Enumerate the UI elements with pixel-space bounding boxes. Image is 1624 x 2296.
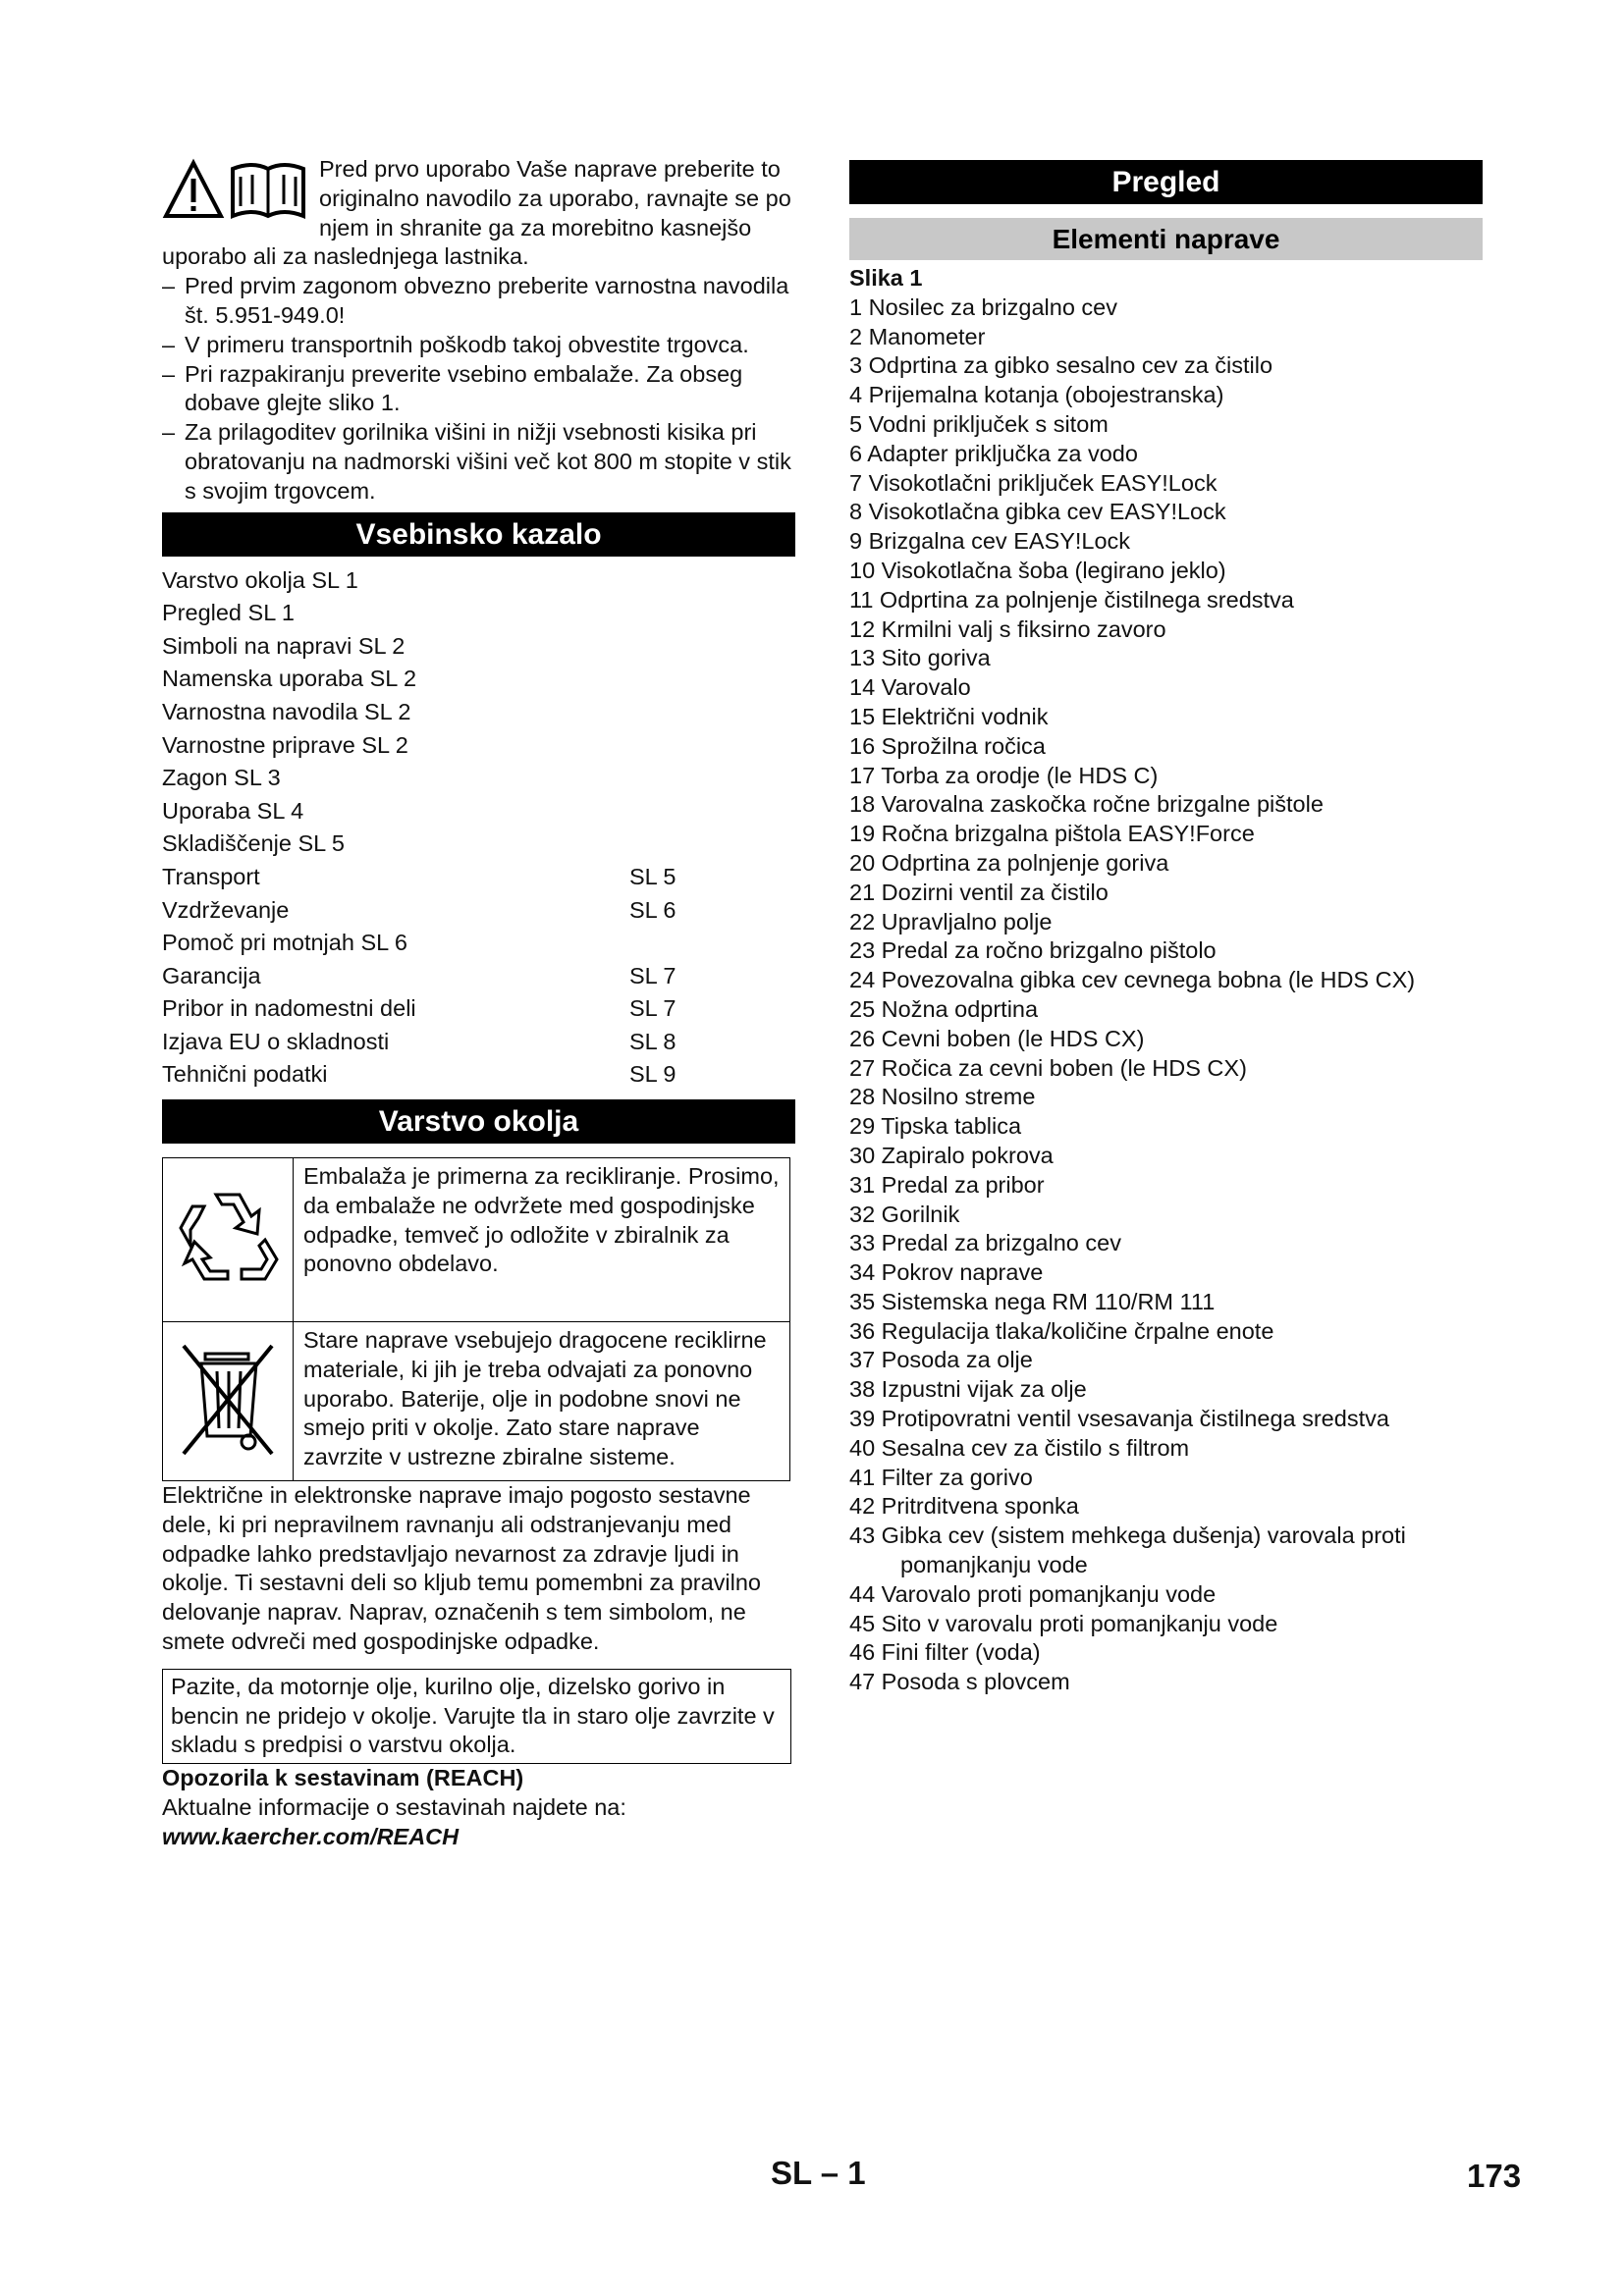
- toc-entry[interactable]: [162, 828, 795, 861]
- intro-bullet: – Pred prvim zagonom obvezno preberite varnostna navodila št. 5.951-949.0!: [162, 273, 789, 328]
- toc-entry[interactable]: [162, 564, 795, 598]
- env-heading: Varstvo okolja: [162, 1099, 795, 1144]
- toc-heading: Vsebinsko kazalo: [162, 512, 795, 557]
- element-item: 28 Nosilno streme: [849, 1084, 1036, 1110]
- toc-entry[interactable]: [162, 630, 795, 664]
- element-item: 40 Sesalna cev za čistilo s filtrom: [849, 1434, 1190, 1461]
- toc-entry-label: Uporaba SL 4: [162, 797, 304, 824]
- reach-text: Aktualne informacije o sestavinah najdete na:: [162, 1794, 626, 1821]
- element-item: 22 Upravljalno polje: [849, 908, 1053, 934]
- element-item: 18 Varovalna zaskočka ročne brizgalne pištole: [849, 791, 1324, 818]
- elements-subheading: Elementi naprave: [849, 218, 1483, 260]
- intro-block: [162, 155, 795, 507]
- toc-entry-page: SL 7: [629, 962, 677, 988]
- element-item: 5 Vodni priključek s sitom: [849, 410, 1109, 437]
- element-item: 29 Tipska tablica: [849, 1113, 1022, 1140]
- element-item: 24 Povezovalna gibka cev cevnega bobna (le HDS CX): [849, 967, 1416, 993]
- element-item: 33 Predal za brizgalno cev: [849, 1230, 1121, 1256]
- toc-entry[interactable]: [162, 729, 795, 763]
- toc-entry-page: SL 6: [629, 896, 677, 923]
- intro-bullet: – V primeru transportnih poškodb takoj obvestite trgovca.: [162, 331, 749, 357]
- element-item: 8 Visokotlačna gibka cev EASY!Lock: [849, 499, 1226, 525]
- toc-entry-label: Skladiščenje SL 5: [162, 830, 345, 857]
- element-item: 26 Cevni boben (le HDS CX): [849, 1025, 1145, 1051]
- toc-entry-label: Garancija: [162, 962, 261, 988]
- element-item: 44 Varovalo proti pomanjkanju vode: [849, 1580, 1217, 1607]
- toc-entry-label: Pregled SL 1: [162, 600, 295, 626]
- element-item: 7 Visokotlačni priključek EASY!Lock: [849, 469, 1218, 496]
- toc-entry[interactable]: [162, 663, 795, 696]
- element-item: 39 Protipovratni ventil vsesavanja čistilnega sredstva: [849, 1406, 1389, 1432]
- toc-entry-label: Varstvo okolja SL 1: [162, 566, 358, 593]
- element-item: 20 Odprtina za polnjenje goriva: [849, 849, 1169, 876]
- element-item: 2 Manometer: [849, 323, 986, 349]
- element-item: 10 Visokotlačna šoba (legirano jeklo): [849, 557, 1226, 583]
- toc-entry-label: Tehnični podatki: [162, 1061, 328, 1088]
- reach-link[interactable]: www.kaercher.com/REACH: [162, 1823, 460, 1849]
- element-item: 31 Predal za pribor: [849, 1171, 1045, 1198]
- toc-entry[interactable]: [162, 795, 795, 828]
- intro-lead: Pred prvo uporabo Vaše naprave preberite to originalno navodilo za uporabo, ravnajte se po njem in shranite ga za morebitno kasnejšo uporabo ali za naslednjega lastnika.: [162, 156, 791, 270]
- toc-entry-page: SL 5: [629, 863, 677, 889]
- element-item: 19 Ročna brizgalna pištola EASY!Force: [849, 821, 1255, 847]
- element-item: 47 Posoda s plovcem: [849, 1669, 1070, 1695]
- recycle-icon-cell: [163, 1158, 294, 1322]
- right-column: [849, 160, 1483, 1697]
- element-item: 11 Odprtina za polnjenje čistilnega sredstva: [849, 586, 1294, 613]
- figure-label: Slika 1: [849, 265, 923, 291]
- left-column: [162, 155, 795, 1852]
- element-item: 37 Posoda za olje: [849, 1347, 1033, 1373]
- toc-entry[interactable]: [162, 861, 795, 894]
- overview-heading: Pregled: [849, 160, 1483, 204]
- element-item: 21 Dozirni ventil za čistilo: [849, 879, 1109, 905]
- element-item: 45 Sito v varovalu proti pomanjkanju vode: [849, 1610, 1278, 1636]
- element-item: 42 Pritrditvena sponka: [849, 1493, 1079, 1520]
- toc-entry-page: SL 8: [629, 1028, 677, 1054]
- recycle-text: Embalaža je primerna za recikliranje. Prosimo, da embalaže ne odvržete med gospodinjske odpadke, temveč jo odložite v zbiralnik za ponovno obdelavo.: [294, 1158, 790, 1322]
- element-item: 1 Nosilec za brizgalno cev: [849, 294, 1117, 320]
- toc-entry[interactable]: [162, 1058, 795, 1092]
- bin-icon-cell: [163, 1322, 294, 1481]
- toc-entry-label: Simboli na napravi SL 2: [162, 632, 406, 659]
- toc-entry-label: Pribor in nadomestni deli: [162, 995, 416, 1022]
- element-item: 46 Fini filter (voda): [849, 1639, 1041, 1666]
- oil-notice: Pazite, da motornje olje, kurilno olje, dizelsko gorivo in bencin ne pridejo v okolje. Varujte tla in staro olje zavrzite v skladu s predpisi o varstvu okolja.: [162, 1669, 791, 1764]
- toc-entry-label: Transport: [162, 863, 260, 889]
- bin-text: Stare naprave vsebujejo dragocene reciklirne materiale, ki jih je treba odvajati za ponovno uporabo. Baterije, olje in podobne snovi ne smejo priti v okolje. Zato stare naprave zavrzite v ustrezne zbiralne sisteme.: [294, 1322, 790, 1481]
- toc-entry-label: Vzdrževanje: [162, 896, 290, 923]
- element-item: 13 Sito goriva: [849, 645, 991, 671]
- warning-read-manual-icon: [162, 157, 309, 222]
- toc-entry[interactable]: [162, 762, 795, 795]
- page-number: 173: [1467, 2158, 1522, 2194]
- element-item: 38 Izpustni vijak za olje: [849, 1376, 1087, 1403]
- element-item: 36 Regulacija tlaka/količine črpalne enote: [849, 1317, 1274, 1344]
- env-table: [162, 1157, 790, 1481]
- element-item: 16 Sprožilna ročica: [849, 732, 1046, 759]
- element-item: 23 Predal za ročno brizgalno pištolo: [849, 937, 1217, 964]
- toc-entry-label: Zagon SL 3: [162, 765, 281, 791]
- element-item: 3 Odprtina za gibko sesalno cev za čistilo: [849, 352, 1273, 379]
- element-item: 9 Brizgalna cev EASY!Lock: [849, 528, 1131, 555]
- toc-entry[interactable]: [162, 597, 795, 630]
- toc-entry-label: Izjava EU o skladnosti: [162, 1028, 390, 1054]
- element-item: 6 Adapter priključka za vodo: [849, 440, 1138, 466]
- electro-text: Električne in elektronske naprave imajo pogosto sestavne dele, ki pri nepravilnem ravnanju ali odstranjevanju med odpadke lahko predstavljajo nevarnost za zdravje ljudi in okolje. Ti sestavni deli so kljub temu pomembni za pravilno delovanje naprav. Naprav, označenih s tem simbolom, ne smete odvreči med gospodinjske odpadke.: [162, 1482, 761, 1655]
- toc-entry[interactable]: [162, 960, 795, 993]
- toc-entry-label: Varnostne priprave SL 2: [162, 731, 408, 758]
- element-item: 34 Pokrov naprave: [849, 1259, 1044, 1286]
- element-item: 32 Gorilnik: [849, 1201, 960, 1227]
- element-item: 30 Zapiralo pokrova: [849, 1142, 1054, 1168]
- reach-title: Opozorila k sestavinam (REACH): [162, 1765, 524, 1791]
- recycle-icon: [169, 1177, 287, 1295]
- element-item: 12 Krmilni valj s fiksirno zavoro: [849, 615, 1166, 642]
- toc-entry[interactable]: [162, 927, 795, 960]
- toc-entry-label: Varnostna navodila SL 2: [162, 698, 411, 724]
- element-item: 14 Varovalo: [849, 674, 971, 701]
- element-item: 43 Gibka cev (sistem mehkega dušenja) varovala proti pomanjkanju vode: [849, 1522, 1406, 1578]
- toc-entry[interactable]: [162, 992, 795, 1026]
- toc-entry-page: SL 7: [629, 995, 677, 1022]
- intro-bullet: – Pri razpakiranju preverite vsebino embalaže. Za obseg dobave glejte sliko 1.: [162, 360, 743, 416]
- toc-entry[interactable]: [162, 1026, 795, 1059]
- element-item: 35 Sistemska nega RM 110/RM 111: [849, 1288, 1216, 1314]
- intro-bullets: [162, 272, 795, 506]
- element-item: 4 Prijemalna kotanja (obojestranska): [849, 382, 1224, 408]
- element-item: 17 Torba za orodje (le HDS C): [849, 762, 1159, 788]
- toc-list: [162, 564, 795, 1093]
- toc-entry-page: SL 9: [629, 1061, 677, 1088]
- page-footer-code: SL – 1: [771, 2155, 866, 2191]
- element-item: 27 Ročica za cevni boben (le HDS CX): [849, 1054, 1247, 1081]
- toc-entry-label: Pomoč pri motnjah SL 6: [162, 930, 407, 956]
- toc-entry-label: Namenska uporaba SL 2: [162, 666, 417, 692]
- element-item: 25 Nožna odprtina: [849, 995, 1039, 1022]
- crossed-out-bin-icon: [174, 1334, 282, 1462]
- element-item: 41 Filter za gorivo: [849, 1464, 1033, 1490]
- elements-list: [849, 294, 1483, 1697]
- intro-bullet: – Za prilagoditev gorilnika višini in nižji vsebnosti kisika pri obratovanju na nadmorski višini več kot 800 m stopite v stik s svojim trgovcem.: [162, 419, 791, 504]
- toc-entry[interactable]: [162, 894, 795, 928]
- element-item: 15 Električni vodnik: [849, 703, 1049, 729]
- toc-entry[interactable]: [162, 696, 795, 729]
